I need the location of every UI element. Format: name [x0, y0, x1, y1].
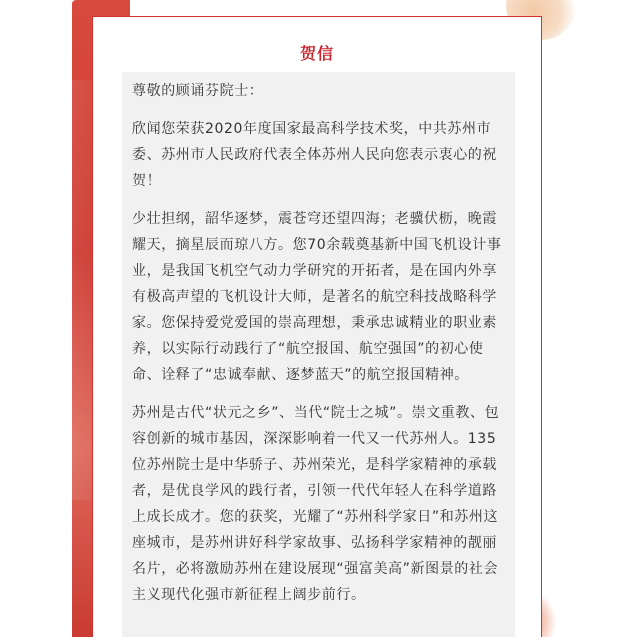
letter-paragraph-2: 少壮担纲，韶华逐梦，震苍穹还望四海；老骥伏枥，晚霞耀天，摘星辰而琼八方。您70余载奠基新中国飞机设计事业，是我国飞机空气动力学研究的开拓者，是在国内外享有极高声望的飞机设计大师，是著名的航空科技战略科学家。您保持爱党爱国的崇高理想，秉承忠诚精业的职业素养，以实际行动践行了“航空报国、航空强国”的初心使命、诠释了“忠诚奉献、逐梦蓝天”的航空报国精神。 [132, 211, 502, 383]
letter-paragraph-3: 苏州是古代“状元之乡”、当代“院士之城”。崇文重教、包容创新的城市基因，深深影响着一代又一代苏州人。135位苏州院士是中华骄子、苏州荣光，是科学家精神的承载者，是优良学风的践行者，引领一代代年轻人在科学道路上成长成才。您的获奖，光耀了“苏州科学家日”和苏州这座城市，是苏州讲好科学家故事、弘扬科学家精神的靓丽名片，必将激励苏州在建设展现“强富美高”新图景的社会主义现代化强市新征程上阔步前行。 [132, 405, 500, 603]
letter-salutation: 尊敬的顾诵芬院士： [132, 83, 264, 99]
page-title: 贺信 [299, 44, 334, 63]
letter-body [122, 72, 515, 637]
letter-paragraph-1: 欣闻您荣获2020年度国家最高科学技术奖，中共苏州市委、苏州市人民政府代表全体苏州人民向您表示衷心的祝贺！ [132, 121, 497, 189]
